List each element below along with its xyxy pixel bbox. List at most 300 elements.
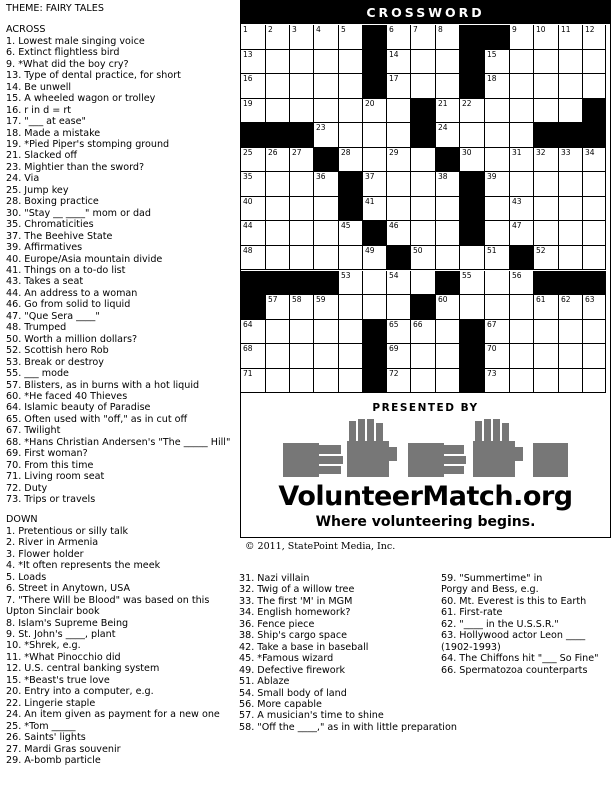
grid-cell[interactable] <box>387 197 411 222</box>
grid-cell[interactable] <box>559 369 583 394</box>
grid-cell[interactable] <box>411 148 436 173</box>
clue-number: 3 <box>292 25 297 34</box>
grid-cell[interactable] <box>534 197 559 222</box>
clue-number: 28 <box>341 147 351 157</box>
grid-cell[interactable] <box>387 172 411 197</box>
grid-cell[interactable] <box>436 295 460 320</box>
grid-cell[interactable] <box>387 271 411 296</box>
grid-cell[interactable] <box>485 50 510 75</box>
grid-cell[interactable] <box>436 25 460 50</box>
down-clue: 9. St. John's ____, plant <box>6 629 116 641</box>
black-square <box>411 99 436 124</box>
grid-cell[interactable] <box>314 50 339 75</box>
clue-number: 53 <box>341 270 351 280</box>
grid-cell[interactable] <box>510 123 534 148</box>
clue-number: 46 <box>389 221 399 231</box>
grid-cell[interactable] <box>583 369 606 394</box>
black-square <box>460 320 485 345</box>
grid-cell[interactable] <box>559 172 583 197</box>
grid-cell[interactable] <box>510 344 534 369</box>
grid-cell[interactable] <box>266 295 290 320</box>
grid-cell[interactable] <box>559 246 583 271</box>
grid-cell[interactable] <box>485 221 510 246</box>
grid-cell[interactable] <box>436 172 460 197</box>
clue-number: 1 <box>243 25 248 34</box>
grid-cell[interactable] <box>314 172 339 197</box>
grid-cell[interactable] <box>266 221 290 246</box>
clue-number: 48 <box>243 245 253 255</box>
grid-cell[interactable] <box>363 148 387 173</box>
grid-cell[interactable] <box>436 197 460 222</box>
grid-cell[interactable] <box>290 25 314 50</box>
grid-cell[interactable] <box>583 50 606 75</box>
grid-cell[interactable] <box>314 221 339 246</box>
down-clue: 34. English homework? <box>239 607 351 619</box>
grid-cell[interactable] <box>339 123 363 148</box>
down-clue: 66. Spermatozoa counterparts <box>441 664 588 676</box>
grid-cell[interactable] <box>485 148 510 173</box>
clue-number: 33 <box>561 147 571 157</box>
down-clue: 63. Hollywood actor Leon ____ <box>441 630 586 642</box>
grid-cell[interactable] <box>534 172 559 197</box>
grid-cell[interactable] <box>559 221 583 246</box>
grid-cell[interactable] <box>460 295 485 320</box>
across-clue: 55. ___ mode <box>6 368 69 380</box>
grid-cell[interactable] <box>387 123 411 148</box>
black-square <box>363 369 387 394</box>
grid-cell[interactable] <box>290 99 314 124</box>
grid-cell[interactable] <box>485 74 510 99</box>
grid-cell[interactable] <box>339 271 363 296</box>
across-clue: 23. Mightier than the sword? <box>6 161 145 173</box>
grid-cell[interactable] <box>411 271 436 296</box>
clue-number: 17 <box>389 74 399 84</box>
grid-cell[interactable] <box>314 246 339 271</box>
grid-cell[interactable] <box>510 74 534 99</box>
grid-cell[interactable] <box>485 344 510 369</box>
grid-cell[interactable] <box>436 74 460 99</box>
clue-number: 25 <box>243 147 253 157</box>
clue-number: 27 <box>292 147 302 157</box>
grid-cell[interactable] <box>510 197 534 222</box>
grid-cell[interactable] <box>363 123 387 148</box>
theme-label: THEME: FAIRY TALES <box>6 3 104 14</box>
across-clue: 28. Boxing practice <box>6 196 99 208</box>
grid-cell[interactable] <box>559 25 583 50</box>
clue-number: 37 <box>365 172 375 182</box>
down-clue: 61. First-rate <box>441 607 503 619</box>
black-square <box>363 50 387 75</box>
grid-cell[interactable] <box>559 197 583 222</box>
clue-number: 68 <box>243 344 253 354</box>
grid-cell[interactable] <box>510 271 534 296</box>
grid-cell[interactable] <box>339 295 363 320</box>
clue-number: 56 <box>512 270 522 280</box>
grid-cell[interactable] <box>266 197 290 222</box>
grid-cell[interactable] <box>387 74 411 99</box>
grid-cell[interactable] <box>290 148 314 173</box>
crossword-puzzle <box>240 0 611 538</box>
grid-cell[interactable] <box>290 369 314 394</box>
grid-cell[interactable] <box>583 221 606 246</box>
clue-number: 5 <box>341 25 346 34</box>
clue-number: 21 <box>438 98 448 108</box>
grid-cell[interactable] <box>534 369 559 394</box>
grid-cell[interactable] <box>411 344 436 369</box>
black-square <box>436 271 460 296</box>
grid-cell[interactable] <box>411 172 436 197</box>
black-square <box>411 295 436 320</box>
clue-number: 60 <box>438 295 448 305</box>
grid-cell[interactable] <box>559 74 583 99</box>
grid-cell[interactable] <box>290 172 314 197</box>
grid-cell[interactable] <box>411 221 436 246</box>
black-square <box>314 271 339 296</box>
grid-cell[interactable] <box>559 148 583 173</box>
clue-number: 40 <box>243 196 253 206</box>
grid-cell[interactable] <box>534 50 559 75</box>
black-square <box>363 344 387 369</box>
clue-number: 55 <box>462 270 472 280</box>
down-clue: 12. U.S. central banking system <box>6 663 160 675</box>
grid-cell[interactable] <box>436 221 460 246</box>
black-square <box>339 197 363 222</box>
grid-cell[interactable] <box>314 369 339 394</box>
down-clue: 26. Saints' lights <box>6 732 86 744</box>
grid-cell[interactable] <box>559 295 583 320</box>
grid-cell[interactable] <box>485 99 510 124</box>
grid-cell[interactable] <box>534 246 559 271</box>
puzzle-title: CROSSWORD <box>241 1 610 24</box>
black-square <box>339 172 363 197</box>
across-clue: 39. Affirmatives <box>6 242 83 254</box>
grid-cell[interactable] <box>339 344 363 369</box>
grid-cell[interactable] <box>510 295 534 320</box>
down-clue: 31. Nazi villain <box>239 573 310 584</box>
across-clue: 37. The Beehive State <box>6 230 113 242</box>
grid-cell[interactable] <box>387 99 411 124</box>
grid-cell[interactable] <box>436 99 460 124</box>
down-heading: DOWN <box>6 514 38 526</box>
grid-cell[interactable] <box>436 123 460 148</box>
grid-cell[interactable] <box>436 344 460 369</box>
grid-cell[interactable] <box>559 344 583 369</box>
clue-number: 29 <box>389 147 399 157</box>
grid-cell[interactable] <box>363 295 387 320</box>
down-clue: 59. "Summertime" in <box>441 573 543 584</box>
down-clue: 11. *What Pinocchio did <box>6 651 121 663</box>
grid-cell[interactable] <box>387 50 411 75</box>
grid-cell[interactable] <box>485 369 510 394</box>
grid-cell[interactable] <box>534 320 559 345</box>
across-clue: 57. Blisters, as in burns with a hot liquid <box>6 379 200 391</box>
grid-cell[interactable] <box>534 74 559 99</box>
grid-cell[interactable] <box>485 271 510 296</box>
grid-cell[interactable] <box>583 172 606 197</box>
grid-cell[interactable] <box>290 74 314 99</box>
grid-cell[interactable] <box>485 172 510 197</box>
grid-cell[interactable] <box>314 295 339 320</box>
grid-cell[interactable] <box>436 320 460 345</box>
grid-cell[interactable] <box>266 246 290 271</box>
grid-cell[interactable] <box>339 369 363 394</box>
grid-cell[interactable] <box>241 197 266 222</box>
black-square <box>241 295 266 320</box>
clue-number: 30 <box>462 147 472 157</box>
down-clue: 20. Entry into a computer, e.g. <box>6 686 154 698</box>
grid-cell[interactable] <box>510 99 534 124</box>
grid-cell[interactable] <box>363 172 387 197</box>
clue-number: 63 <box>585 295 595 305</box>
grid-cell[interactable] <box>266 74 290 99</box>
grid-cell[interactable] <box>510 172 534 197</box>
grid-cell[interactable] <box>387 148 411 173</box>
down-clue: 27. Mardi Gras souvenir <box>6 743 121 755</box>
grid-cell[interactable] <box>510 25 534 50</box>
grid-cell[interactable] <box>485 197 510 222</box>
grid-cell[interactable] <box>559 50 583 75</box>
across-heading: ACROSS <box>6 24 46 36</box>
grid-cell[interactable] <box>534 99 559 124</box>
grid-cell[interactable] <box>266 50 290 75</box>
down-clue: 22. Lingerie staple <box>6 697 96 709</box>
clue-number: 65 <box>389 319 399 329</box>
grid-cell[interactable] <box>266 99 290 124</box>
grid-cell[interactable] <box>460 148 485 173</box>
clue-number: 22 <box>462 98 472 108</box>
down-clue-list-2 <box>239 573 457 733</box>
grid-cell[interactable] <box>314 99 339 124</box>
clue-number: 45 <box>341 221 351 231</box>
across-clue-list <box>6 36 238 506</box>
down-clue: 62. "____ in the U.S.S.R." <box>441 618 559 630</box>
down-clue: 7. "There Will be Blood" was based on this <box>6 594 210 606</box>
grid-cell[interactable] <box>241 74 266 99</box>
grid-cell[interactable] <box>583 148 606 173</box>
grid-cell[interactable] <box>510 320 534 345</box>
grid-cell[interactable] <box>510 148 534 173</box>
grid-cell[interactable] <box>266 172 290 197</box>
grid-cell[interactable] <box>534 344 559 369</box>
down-clue: 4. *It often represents the meek <box>6 560 161 572</box>
across-clue: 40. Europe/Asia mountain divide <box>6 253 163 265</box>
grid-cell[interactable] <box>387 221 411 246</box>
clue-number: 9 <box>512 25 517 34</box>
across-clue: 6. Extinct flightless bird <box>6 47 120 59</box>
grid-cell[interactable] <box>290 320 314 345</box>
grid-cell[interactable] <box>339 99 363 124</box>
down-clue: Upton Sinclair book <box>6 606 100 618</box>
across-clue: 16. r in d = rt <box>6 104 72 116</box>
grid-cell[interactable] <box>387 25 411 50</box>
grid-cell[interactable] <box>411 369 436 394</box>
across-clue: 1. Lowest male singing voice <box>6 35 145 47</box>
black-square <box>460 197 485 222</box>
across-clue: 41. Things on a to-do list <box>6 264 126 276</box>
grid-cell[interactable] <box>411 197 436 222</box>
grid-cell[interactable] <box>266 344 290 369</box>
grid-cell[interactable] <box>510 50 534 75</box>
grid-cell[interactable] <box>411 25 436 50</box>
grid-cell[interactable] <box>363 271 387 296</box>
down-clue: 36. Fence piece <box>239 618 315 630</box>
grid-cell[interactable] <box>339 246 363 271</box>
across-clue: 43. Takes a seat <box>6 276 84 288</box>
grid-cell[interactable] <box>583 246 606 271</box>
grid-cell[interactable] <box>460 99 485 124</box>
grid-cell[interactable] <box>241 369 266 394</box>
grid-cell[interactable] <box>485 246 510 271</box>
grid-cell[interactable] <box>363 246 387 271</box>
clue-number: 12 <box>585 25 595 34</box>
grid-cell[interactable] <box>583 197 606 222</box>
grid-cell[interactable] <box>241 246 266 271</box>
black-square <box>460 74 485 99</box>
down-clue: 24. An item given as payment for a new one <box>6 709 220 721</box>
grid-cell[interactable] <box>266 369 290 394</box>
grid-cell[interactable] <box>314 123 339 148</box>
down-clue-list-3 <box>441 573 611 676</box>
grid-cell[interactable] <box>387 369 411 394</box>
grid-cell[interactable] <box>290 50 314 75</box>
grid-cell[interactable] <box>290 197 314 222</box>
clue-number: 13 <box>243 49 253 59</box>
grid-cell[interactable] <box>436 369 460 394</box>
black-square <box>241 123 266 148</box>
clue-number: 10 <box>536 25 546 34</box>
grid-cell[interactable] <box>241 344 266 369</box>
clue-number: 50 <box>413 245 423 255</box>
grid-cell[interactable] <box>363 197 387 222</box>
across-clue: 69. First woman? <box>6 448 88 460</box>
clue-number: 41 <box>365 196 375 206</box>
across-clue: 47. "Que Sera ____" <box>6 310 100 322</box>
black-square <box>534 123 559 148</box>
grid-cell[interactable] <box>485 295 510 320</box>
clue-number: 66 <box>413 319 423 329</box>
grid-cell[interactable] <box>583 344 606 369</box>
clue-number: 35 <box>243 172 253 182</box>
grid-cell[interactable] <box>314 25 339 50</box>
grid-cell[interactable] <box>241 172 266 197</box>
grid-cell[interactable] <box>510 221 534 246</box>
clue-number: 19 <box>243 98 253 108</box>
grid-cell[interactable] <box>436 246 460 271</box>
grid-cell[interactable] <box>339 148 363 173</box>
grid-cell[interactable] <box>510 369 534 394</box>
grid-cell[interactable] <box>339 50 363 75</box>
black-square <box>485 25 510 50</box>
clue-number: 23 <box>316 123 326 133</box>
grid-cell[interactable] <box>339 221 363 246</box>
grid-cell[interactable] <box>559 99 583 124</box>
grid-cell[interactable] <box>460 123 485 148</box>
grid-cell[interactable] <box>339 320 363 345</box>
grid-cell[interactable] <box>290 246 314 271</box>
grid-cell[interactable] <box>241 148 266 173</box>
across-clue: 24. Via <box>6 173 40 185</box>
down-clue: 49. Defective firework <box>239 664 346 676</box>
grid-cell[interactable] <box>241 50 266 75</box>
grid-cell[interactable] <box>583 320 606 345</box>
down-clue: 57. A musician's time to shine <box>239 710 384 722</box>
clue-number: 49 <box>365 245 375 255</box>
grid-cell[interactable] <box>387 320 411 345</box>
grid-cell[interactable] <box>559 320 583 345</box>
grid-cell[interactable] <box>290 344 314 369</box>
grid-cell[interactable] <box>314 344 339 369</box>
clue-number: 70 <box>487 344 497 354</box>
grid-cell[interactable] <box>266 25 290 50</box>
grid-cell[interactable] <box>363 99 387 124</box>
grid-cell[interactable] <box>266 148 290 173</box>
across-clue: 53. Break or destroy <box>6 356 104 368</box>
black-square <box>460 344 485 369</box>
grid-cell[interactable] <box>241 320 266 345</box>
across-clue: 13. Type of dental practice, for short <box>6 70 181 82</box>
grid-cell[interactable] <box>436 50 460 75</box>
across-clue: 65. Often used with "off," as in cut off <box>6 413 188 425</box>
down-clue: 64. The Chiffons hit "___ So Fine" <box>441 653 599 665</box>
grid-cell[interactable] <box>583 74 606 99</box>
grid-cell[interactable] <box>534 295 559 320</box>
grid-cell[interactable] <box>583 25 606 50</box>
clue-number: 8 <box>438 25 443 34</box>
grid-cell[interactable] <box>411 50 436 75</box>
grid-cell[interactable] <box>534 148 559 173</box>
grid-cell[interactable] <box>387 295 411 320</box>
black-square <box>387 246 411 271</box>
clue-number: 71 <box>243 368 253 378</box>
across-clue: 73. Trips or travels <box>6 494 96 506</box>
grid-cell[interactable] <box>460 271 485 296</box>
clue-number: 51 <box>487 245 497 255</box>
grid-cell[interactable] <box>266 320 290 345</box>
grid-cell[interactable] <box>485 320 510 345</box>
across-clue: 64. Islamic beauty of Paradise <box>6 402 151 414</box>
grid-cell[interactable] <box>314 320 339 345</box>
across-clue: 46. Go from solid to liquid <box>6 299 131 311</box>
grid-cell[interactable] <box>411 320 436 345</box>
grid-cell[interactable] <box>411 246 436 271</box>
grid-cell[interactable] <box>290 221 314 246</box>
grid-cell[interactable] <box>534 221 559 246</box>
across-clue: 48. Trumped <box>6 322 67 334</box>
down-clue: (1902-1993) <box>441 641 501 653</box>
grid-cell[interactable] <box>314 74 339 99</box>
grid-cell[interactable] <box>339 25 363 50</box>
grid-cell[interactable] <box>290 295 314 320</box>
clue-number: 54 <box>389 270 399 280</box>
grid-cell[interactable] <box>241 25 266 50</box>
grid-cell[interactable] <box>485 123 510 148</box>
down-clue: 58. "Off the ____," as in with little preparation <box>239 721 457 733</box>
grid-cell[interactable] <box>387 344 411 369</box>
black-square <box>460 25 485 50</box>
grid-cell[interactable] <box>583 295 606 320</box>
clue-number: 20 <box>365 98 375 108</box>
grid-cell[interactable] <box>241 221 266 246</box>
grid-cell[interactable] <box>241 99 266 124</box>
grid-cell[interactable] <box>314 197 339 222</box>
down-clue: 5. Loads <box>6 571 47 583</box>
grid-cell[interactable] <box>460 246 485 271</box>
grid-cell[interactable] <box>534 25 559 50</box>
clue-number: 47 <box>512 221 522 231</box>
grid-cell[interactable] <box>339 74 363 99</box>
clue-number: 36 <box>316 172 326 182</box>
grid-cell[interactable] <box>411 74 436 99</box>
